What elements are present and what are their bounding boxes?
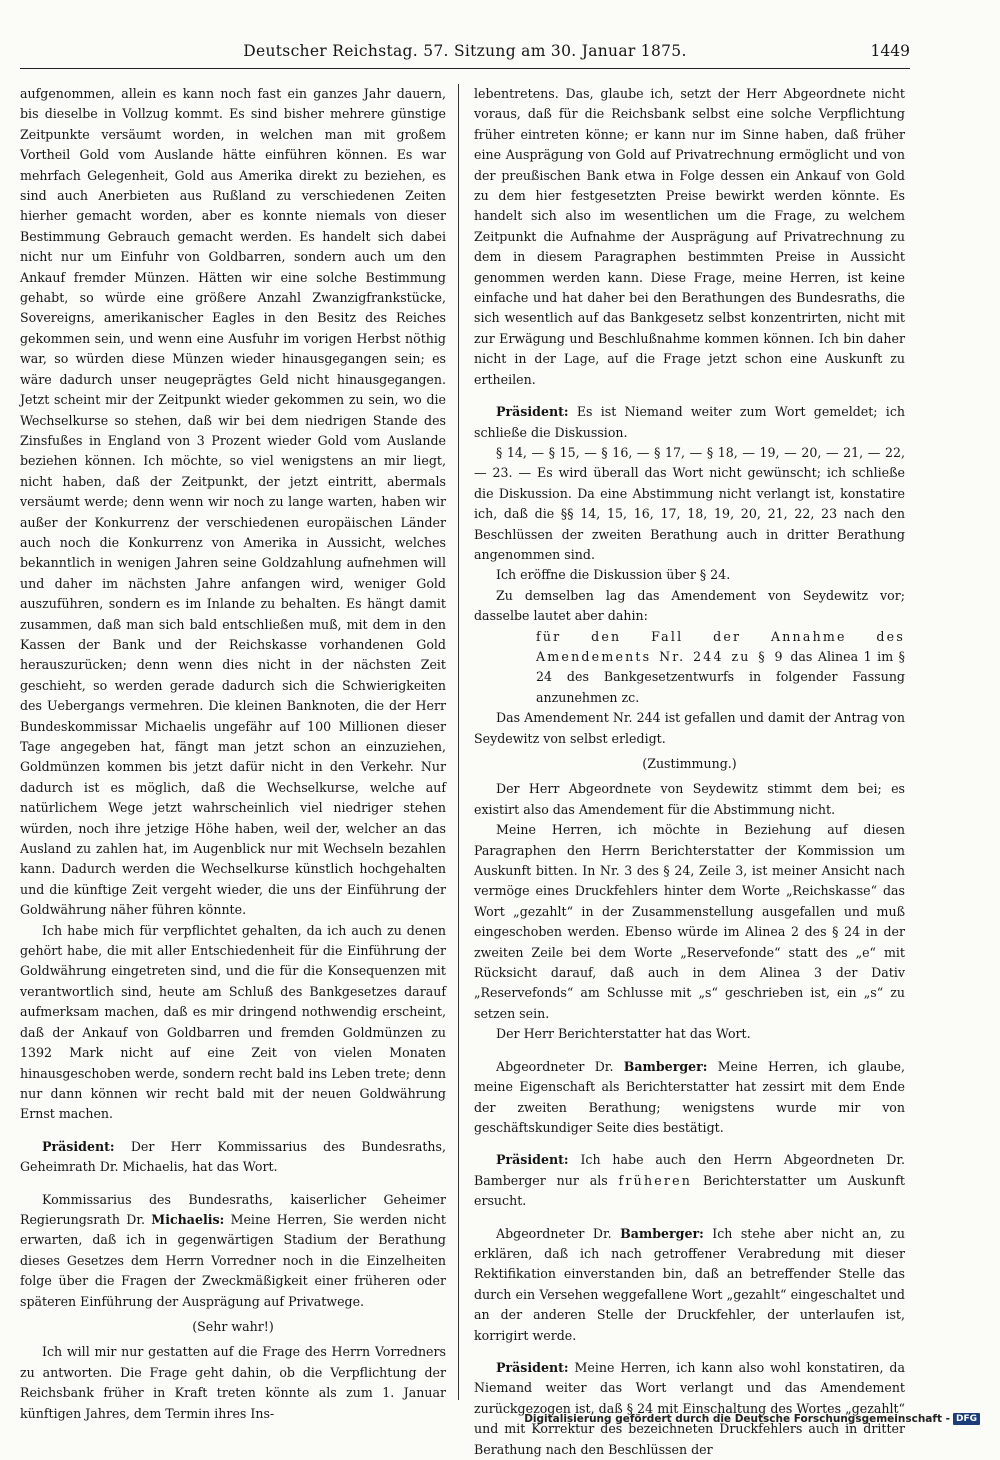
paragraph: Ich habe mich für verpflichtet gehalten, da ich auch zu denen gehört habe, die mit aller Entschiedenheit für die Einführung der Goldwährung eingetreten sind, und die für die Konsequenzen mit verantwortlich sind, heute am Schluß des Bankgesetzes darauf aufmerksam machen, daß es mir dringend nothwendig erscheint, daß der Ankauf von Goldbarren und fremden Goldmünzen zu 1392 Mark nicht auf eine Zeit von vielen Monaten hinausgeschoben werde, sondern recht bald ins Leben trete; denn nur dann können wir recht bald mit der neuen Goldwährung Ernst machen. <box>20 922 446 1122</box>
speaker-title: Abgeordneter Dr. <box>496 1225 612 1241</box>
paragraph-text: Meine Herren, ich glaube, meine Eigenschaft als Berichterstatter hat zessirt mit dem Ende der zweiten Berathung; wenigstens wurde mir von geschäftskundiger Seite dies bestätigt. <box>474 1058 905 1135</box>
paragraph <box>474 1057 905 1139</box>
paragraph: Der Herr Abgeordnete von Seydewitz stimmt dem bei; es existirt also das Amendement für die Abstimmung nicht. <box>474 781 905 817</box>
left-column <box>20 84 446 1424</box>
paragraph-text: Ich stehe aber nicht an, zu erklären, daß ich nach getroffener Verabredung mit dieser Rektifikation einverstanden bin, daß an betreffender Stelle das durch ein Versehen weggefallene Wort „gezahlt“ eingeschaltet und an der anderen Stelle der Druckfehler, der unterlaufen ist, korrigirt werde. <box>474 1225 905 1343</box>
speaker-name: Präsident: <box>496 1152 569 1168</box>
paragraph-text: Meine Herren, Sie werden nicht erwarten, daß ich in gegenwärtigen Stadium der Berathung dieses Gesetzes dem Herrn Vorredner noch in die Einzelheiten folge über die Fragen der Zweckmäßigkeit einer früheren oder späteren Einführung der Ausprägung auf Privatwege. <box>20 1211 446 1309</box>
interjection: (Sehr wahr!) <box>192 1318 274 1334</box>
speaker-title: Kommissarius des Bundesraths, kaiserlicher Geheimer Regierungsrath Dr. <box>20 1191 446 1227</box>
footer-text: Digitalisierung gefördert durch die Deutsche Forschungsgemeinschaft - <box>524 1413 950 1425</box>
quote-spaced-text: für den Fall der Annahme des Amendements Nr. 244 zu § 9 <box>536 628 905 664</box>
quote-text: das Alinea 1 im § 24 des Bankgesetzentwurfs in folgender Fassung anzunehmen zc. <box>536 648 905 705</box>
paragraph: Zu demselben lag das Amendement von Seydewitz vor; dasselbe lautet aber dahin: <box>474 587 905 624</box>
speaker-name: Bamberger: <box>620 1225 704 1241</box>
paragraph: Ich eröffne die Diskussion über § 24. <box>496 567 731 583</box>
paragraph: Ich will mir nur gestatten auf die Frage des Herrn Vorredners zu antworten. Die Frage geht dahin, ob die Verpflichtung der Reichsbank früher in Kraft treten könnte als zum 1. Januar künftigen Jahres, dem Termin ihres Ins- <box>20 1344 446 1421</box>
paragraph-text: Es ist Niemand weiter zum Wort gemeldet; ich schließe die Diskussion. <box>474 404 905 440</box>
paragraph <box>474 1150 905 1211</box>
paragraph: Meine Herren, ich möchte in Beziehung auf diesen Paragraphen den Herrn Berichterstatter der Kommission um Auskunft bitten. In Nr. 3 des § 24, Zeile 3, ist meiner Ansicht nach vermöge eines Druckfehlers hinter dem Worte „Reichskasse“ das Wort „gezahlt“ in der Zusammenstellung ausgefallen und muß eingeschoben werden. Ebenso würde im Alinea 2 des § 24 in der zweiten Zeile bei dem Worte „Reservefonde“ statt des „e“ mit Rücksicht darauf, daß auch in dem Alinea 3 der Dativ „Reservefonds“ am Schlusse mit „s“ geschrieben ist, ein „s“ zu setzen sein. <box>474 822 905 1021</box>
paragraph <box>474 402 905 443</box>
amendment-quote <box>474 627 905 709</box>
paragraph-text: Ich habe auch den Herrn Abgeordneten Dr. Bamberger nur als <box>474 1152 905 1188</box>
paragraph: Das Amendement Nr. 244 ist gefallen und damit der Antrag von Seydewitz von selbst erledigt. <box>474 710 905 746</box>
paragraph: lebentretens. Das, glaube ich, setzt der Herr Abgeordnete nicht voraus, daß für die Reichsbank selbst eine solche Verpflichtung früher eintreten könne; er kann nur im Sinne haben, daß früher eine Ausprägung von Gold auf Privatrechnung ermöglicht und von der preußischen Bank etwa in Folge dessen ein Ankauf von Gold zu dem hier festgesetzten Preise bewirkt werden könnte. Es handelt sich also im wesentlichen um die Frage, zu welchem Zeitpunkt die Aufnahme der Ausprägung auf Privatrechnung zu dem in diesem Paragraphen bestimmten Preise in Aussicht genommen werden kann. Diese Frage, meine Herren, ist keine einfache und hat daher bei den Berathungen des Bundesraths, die sich wesentlich auf das Bankgesetz selbst konzentrirten, nicht mit zur Erwägung und Beschlußnahme kommen können. Ich bin daher nicht in der Lage, auf die Frage jetzt schon eine Auskunft zu ertheilen. <box>474 86 905 387</box>
paragraph-text: Meine Herren, ich kann also wohl konstatiren, da Niemand weiter das Wort verlangt und das Amendement zurückgezogen ist, daß § 24 mit Einschaltung des Wortes „gezahlt“ und mit Korrektur des bezeichneten Druckfehlers auch in dritter Berathung nach den Beschlüssen der <box>474 1359 905 1457</box>
paragraph: Der Herr Berichterstatter hat das Wort. <box>496 1026 751 1042</box>
paragraph <box>20 1190 446 1312</box>
speaker-name: Präsident: <box>496 404 569 420</box>
running-head: Deutscher Reichstag. 57. Sitzung am 30. Januar 1875. <box>243 42 687 60</box>
paragraph: § 14, — § 15, — § 16, — § 17, — § 18, — 19, — 20, — 21, — 22, — 23. — Es wird überall das Wort nicht gewünscht; ich schließe die Diskussion. Da eine Abstimmung nicht verlangt ist, konstatire ich, daß die §§ 14, 15, 16, 17, 18, 19, 20, 21, 22, 23 nach den Beschlüssen der zweiten Berathung auch in dritter Berathung angenommen sind. <box>474 444 905 562</box>
speaker-name: Bamberger: <box>623 1058 708 1074</box>
speaker-name: Michaelis: <box>151 1211 225 1227</box>
speaker-title: Abgeordneter Dr. <box>496 1058 614 1074</box>
paragraph <box>474 1224 905 1346</box>
paragraph: aufgenommen, allein es kann noch fast ein ganzes Jahr dauern, bis dieselbe in Vollzug kommt. Es sind bisher mehrere günstige Zeitpunkte versäumt worden, in welchen man mit großem Vortheil Gold vom Auslande hätte einführen können. Es war mehrfach Gelegenheit, Gold aus Amerika direkt zu beziehen, es sind auch Anerbieten aus Rußland zu verschiedenen Zeiten hierher gemacht worden, aber es konnte niemals von dieser Bestimmung Gebrauch gemacht werden. Es handelt sich dabei nicht nur um Einfuhr von Goldbarren, sondern auch um den Ankauf fremder Münzen. Hätten wir eine solche Bestimmung gehabt, so würde eine größere Anzahl Zwanzigfrankstücke, Sovereigns, amerikanischer Eagles in den Besitz des Reiches gekommen sein, und wenn eine Ausfuhr im vorigen Herbst nöthig war, so würden diese Münzen wieder hinausgegangen sein; es wäre dadurch unser neugeprägtes Geld nicht hinausgegangen. Jetzt scheint mir der Zeitpunkt wieder gekommen zu sein, wo die Wechselkurse so stehen, daß wir bei dem niedrigen Stande des Zinsfußes in England von 3 Prozent wieder Gold vom Auslande beziehen können. Ich möchte, so viel wenigstens an mir liegt, nicht haben, daß der Zeitpunkt, der jetzt eintritt, abermals versäumt werde; denn wenn wir noch zu lange warten, haben wir außer der Konkurrenz der verschiedenen europäischen Länder auch noch die Konkurrenz von Amerika in Aussicht, welches bekanntlich in wenigen Jahren seine Goldzahlung aufnehmen will und daher im nächsten Jahre anfangen wird, weniger Gold auszuführen, sondern es im Inlande zu behalten. Es hängt damit zusammen, daß man sich bald entschließen muß, mit dem in den Kassen der Bank und der Reichskasse vorhandenen Gold herauszurücken; denn wenn dies nicht in der nächsten Zeit geschieht, so werden gerade dadurch sich die Schwierigkeiten des Uebergangs vermehren. Die kleinen Banknoten, die der Herr Bundeskommissar Michaelis ungefähr auf 100 Millionen dieser Tage angegeben hat, fängt man jetzt schon an einzuziehen, Goldmünzen kommen bis jetzt dafür nicht in den Verkehr. Nur dadurch ist es möglich, daß die Wechselkurse, welche auf natürlichem Wege jetzt wahrscheinlich viel niedriger stehen würden, noch ihre jetzige Höhe haben, weil der, welcher an das Ausland zu zahlen hat, im Augenblick nur mit Wechseln bezahlen kann. Dadurch werden die Wechselkurse künstlich hochgehalten und die künftige Zeit vergeht wieder, die uns der Einführung der Goldwährung näher führen könnte. <box>20 86 446 918</box>
column-divider <box>458 84 459 1400</box>
right-column <box>474 84 905 1460</box>
digitization-footer <box>524 1411 980 1427</box>
interjection: (Zustimmung.) <box>642 756 737 771</box>
page-number: 1449 <box>870 42 910 60</box>
speaker-name: Präsident: <box>496 1359 569 1375</box>
paragraph-text: Der Herr Kommissarius des Bundesraths, Geheimrath Dr. Michaelis, hat das Wort. <box>20 1138 446 1175</box>
paragraph <box>474 1358 905 1460</box>
paragraph <box>20 1137 446 1178</box>
speaker-name: Präsident: <box>42 1138 115 1154</box>
emphasis-text: früheren <box>618 1172 693 1188</box>
page-header <box>20 42 910 69</box>
paragraph-text: Berichterstatter um Auskunft ersucht. <box>474 1172 905 1209</box>
dfg-logo: DFG <box>953 1413 980 1425</box>
